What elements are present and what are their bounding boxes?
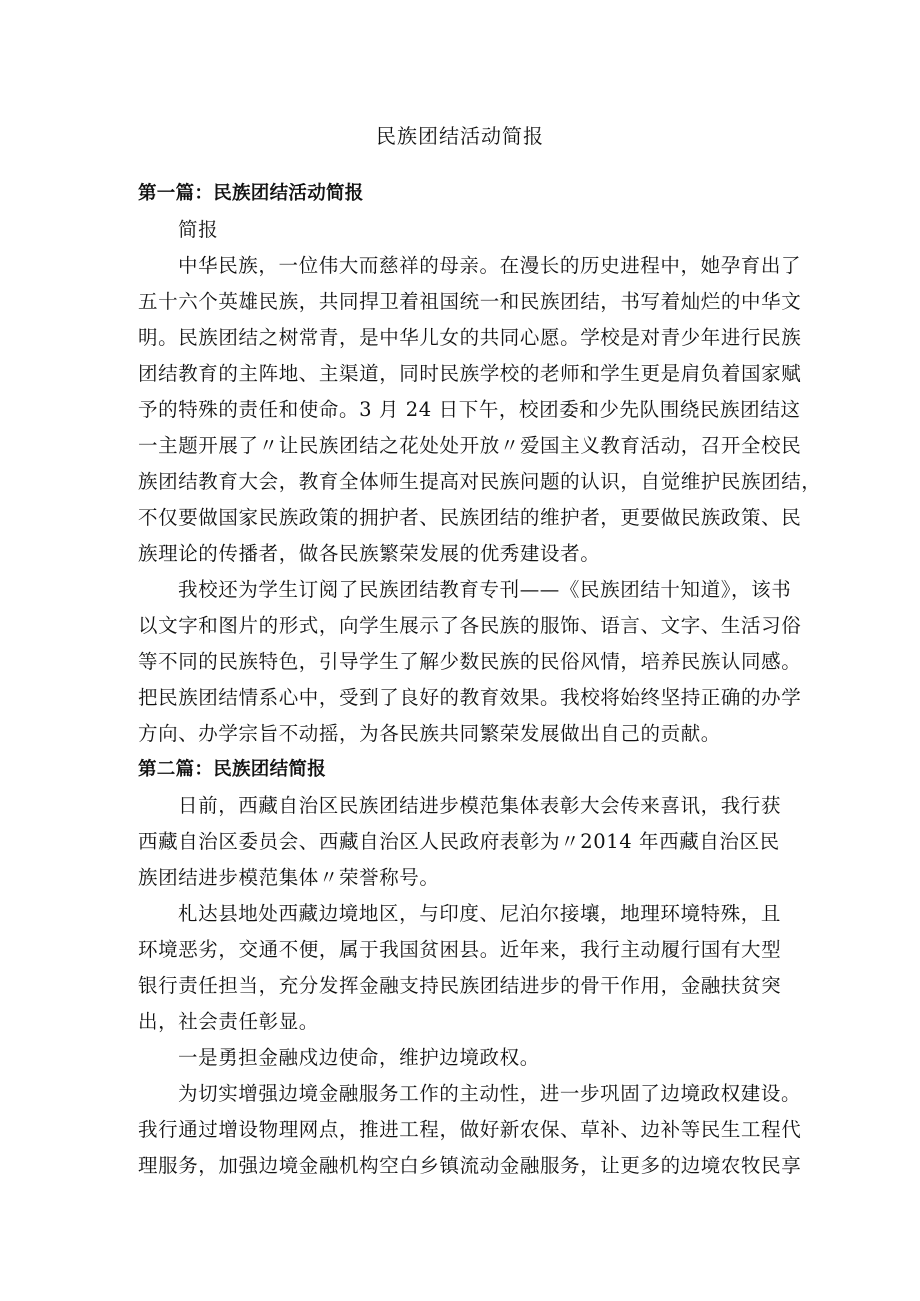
paragraph-line: 为切实增强边境金融服务工作的主动性，进一步巩固了边境政权建设。 [178, 1082, 802, 1105]
paragraph-line: 以文字和图片的形式，向学生展示了各民族的服饰、语言、文字、生活习俗 [138, 614, 802, 637]
paragraph-line: 一主题开展了〃让民族团结之花处处开放〃爱国主义教育活动，召开全校民 [138, 434, 802, 457]
paragraph-line: 环境恶劣，交通不便，属于我国贫困县。近年来，我行主动履行国有大型 [138, 938, 782, 961]
paragraph-line: 我校还为学生订阅了民族团结教育专刊——《民族团结十知道》，该书 [178, 578, 792, 601]
paragraph-line: 等不同的民族特色，引导学生了解少数民族的民俗风情，培养民族认同感。 [138, 650, 802, 673]
section2-heading: 第二篇：民族团结简报 [138, 759, 327, 780]
paragraph-line: 札达县地处西藏边境地区，与印度、尼泊尔接壤，地理环境特殊，且 [178, 902, 782, 925]
paragraph-line: 出，社会责任彰显。 [138, 1010, 319, 1033]
document-title: 民族团结活动简报 [376, 124, 544, 148]
paragraph-line: 明。民族团结之树常青，是中华儿女的共同心愿。学校是对青少年进行民族 [138, 326, 802, 349]
paragraph-line: 银行责任担当，充分发挥金融支持民族团结进步的骨干作用，金融扶贫突 [138, 974, 782, 997]
paragraph-line: 中华民族，一位伟大而慈祥的母亲。在漫长的历史进程中，她孕育出了 [178, 254, 802, 277]
paragraph-line: 理服务，加强边境金融机构空白乡镇流动金融服务，让更多的边境农牧民享 [138, 1154, 802, 1177]
section1-subheading: 简报 [178, 218, 219, 241]
paragraph-line: 方向、办学宗旨不动摇，为各民族共同繁荣发展做出自己的贡献。 [138, 722, 721, 745]
paragraph-line: 把民族团结情系心中，受到了良好的教育效果。我校将始终坚持正确的办学 [138, 686, 802, 709]
paragraph-line: 族团结进步模范集体〃荣誉称号。 [138, 866, 440, 889]
paragraph-line: 不仅要做国家民族政策的拥护者、民族团结的维护者，更要做民族政策、民 [138, 506, 802, 529]
paragraph-line: 日前，西藏自治区民族团结进步模范集体表彰大会传来喜讯，我行获 [178, 794, 782, 817]
paragraph-line: 五十六个英雄民族，共同捍卫着祖国统一和民族团结，书写着灿烂的中华文 [138, 290, 802, 313]
paragraph-line: 予的特殊的责任和使命。3 月 24 日下午，校团委和少先队围绕民族团结这 [138, 398, 801, 421]
paragraph-line: 我行通过增设物理网点，推进工程，做好新农保、草补、边补等民生工程代 [138, 1118, 802, 1141]
paragraph-line: 族团结教育大会，教育全体师生提高对民族问题的认识，自觉维护民族团结， [138, 470, 822, 493]
paragraph-line: 族理论的传播者，做各民族繁荣发展的优秀建设者。 [138, 542, 601, 565]
paragraph-line: 西藏自治区委员会、西藏自治区人民政府表彰为〃2014 年西藏自治区民 [138, 830, 780, 853]
paragraph-line: 团结教育的主阵地、主渠道，同时民族学校的老师和学生更是肩负着国家赋 [138, 362, 802, 385]
section1-heading: 第一篇：民族团结活动简报 [138, 183, 364, 204]
paragraph-line: 一是勇担金融戍边使命，维护边境政权。 [178, 1046, 540, 1069]
